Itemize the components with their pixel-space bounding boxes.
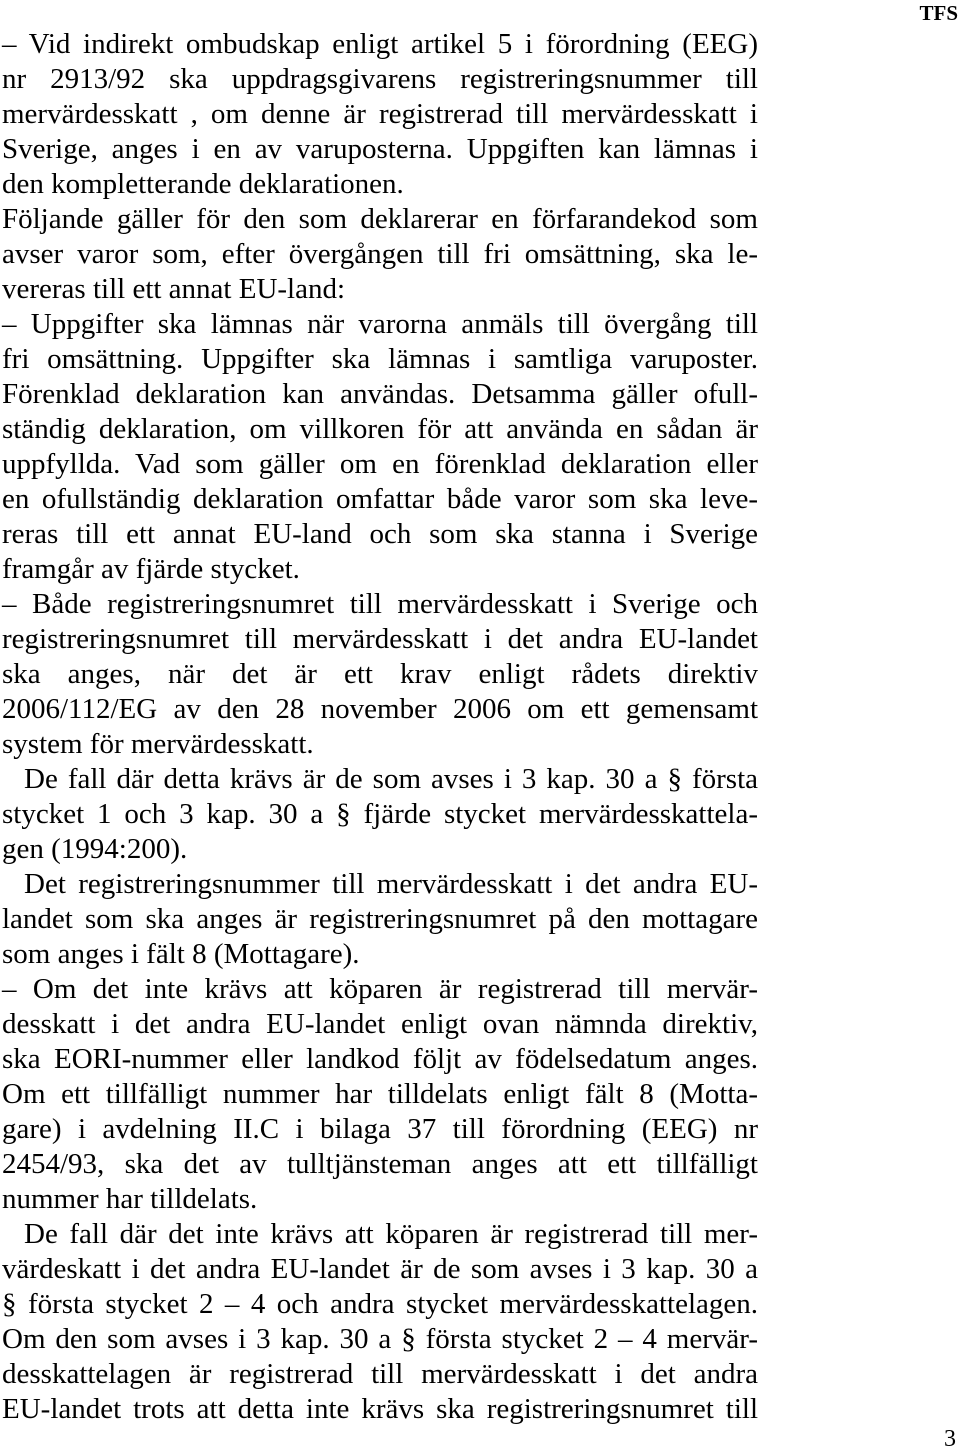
- text-line: ständig deklaration, om villkoren för att använda en sådan är: [2, 413, 758, 445]
- text-line: – Uppgifter ska lämnas när varorna anmäls till övergång till: [2, 308, 758, 340]
- text-line: – Om det inte krävs att köparen är registrerad till mervär-: [2, 973, 758, 1005]
- text-line: desskattelagen är registrerad till mervärdesskatt i det andra: [2, 1358, 758, 1390]
- text-line: 2454/93, ska det av tulltjänsteman anges att ett tillfälligt: [2, 1148, 758, 1180]
- text-line: De fall där detta krävs är de som avses i 3 kap. 30 a § första: [24, 763, 758, 795]
- text-line: som anges i fält 8 (Mottagare).: [2, 938, 360, 970]
- text-line: den kompletterande deklarationen.: [2, 168, 404, 200]
- running-header: TFS: [919, 1, 958, 25]
- text-line: system för mervärdesskatt.: [2, 728, 314, 760]
- text-line: landet som ska anges är registreringsnumret på den mottagare: [2, 903, 758, 935]
- text-line: fri omsättning. Uppgifter ska lämnas i samtliga varuposter.: [2, 343, 758, 375]
- text-line: Följande gäller för den som deklarerar en förfarandekod som: [2, 203, 758, 235]
- text-line: – Både registreringsnumret till mervärdesskatt i Sverige och: [2, 588, 758, 620]
- text-line: avser varor som, efter övergången till fri omsättning, ska le-: [2, 238, 758, 270]
- page-body: [2, 27, 758, 1427]
- text-line: ska EORI-nummer eller landkod följt av födelsedatum anges.: [2, 1043, 758, 1075]
- text-line: reras till ett annat EU-land och som ska stanna i Sverige: [2, 518, 758, 550]
- text-line: desskatt i det andra EU-landet enligt ovan nämnda direktiv,: [2, 1008, 758, 1040]
- text-line: Om ett tillfälligt nummer har tilldelats enligt fält 8 (Motta-: [2, 1078, 758, 1110]
- text-line: Sverige, anges i en av varuposterna. Uppgiften kan lämnas i: [2, 133, 758, 165]
- text-line: gen (1994:200).: [2, 833, 188, 865]
- text-line: nummer har tilldelats.: [2, 1183, 258, 1215]
- text-line: Om den som avses i 3 kap. 30 a § första stycket 2 – 4 mervär-: [2, 1323, 758, 1355]
- text-line: stycket 1 och 3 kap. 30 a § fjärde stycket mervärdesskattela-: [2, 798, 758, 830]
- text-line: De fall där det inte krävs att köparen är registrerad till mer-: [24, 1218, 758, 1250]
- text-line: Förenklad deklaration kan användas. Detsamma gäller ofull-: [2, 378, 758, 410]
- text-line: framgår av fjärde stycket.: [2, 553, 300, 585]
- text-line: EU-landet trots att detta inte krävs ska registreringsnumret till: [2, 1393, 758, 1425]
- text-line: en ofullständig deklaration omfattar både varor som ska leve-: [2, 483, 758, 515]
- text-line: mervärdesskatt , om denne är registrerad till mervärdesskatt i: [2, 98, 758, 130]
- text-line: Det registreringsnummer till mervärdesskatt i det andra EU-: [24, 868, 758, 900]
- text-line: vereras till ett annat EU-land:: [2, 273, 346, 305]
- text-line: § första stycket 2 – 4 och andra stycket mervärdesskattelagen.: [2, 1288, 758, 1320]
- text-line: ska anges, när det är ett krav enligt rådets direktiv: [2, 658, 758, 690]
- text-line: – Vid indirekt ombudskap enligt artikel 5 i förordning (EEG): [2, 28, 758, 60]
- text-line: registreringsnumret till mervärdesskatt i det andra EU-landet: [2, 623, 758, 655]
- page-number: 3: [944, 1426, 956, 1452]
- text-line: 2006/112/EG av den 28 november 2006 om ett gemensamt: [2, 693, 758, 725]
- text-line: nr 2913/92 ska uppdragsgivarens registreringsnummer till: [2, 63, 758, 95]
- text-line: gare) i avdelning II.C i bilaga 37 till förordning (EEG) nr: [2, 1113, 758, 1145]
- text-line: uppfyllda. Vad som gäller om en förenklad deklaration eller: [2, 448, 758, 480]
- text-line: värdeskatt i det andra EU-landet är de som avses i 3 kap. 30 a: [2, 1253, 758, 1285]
